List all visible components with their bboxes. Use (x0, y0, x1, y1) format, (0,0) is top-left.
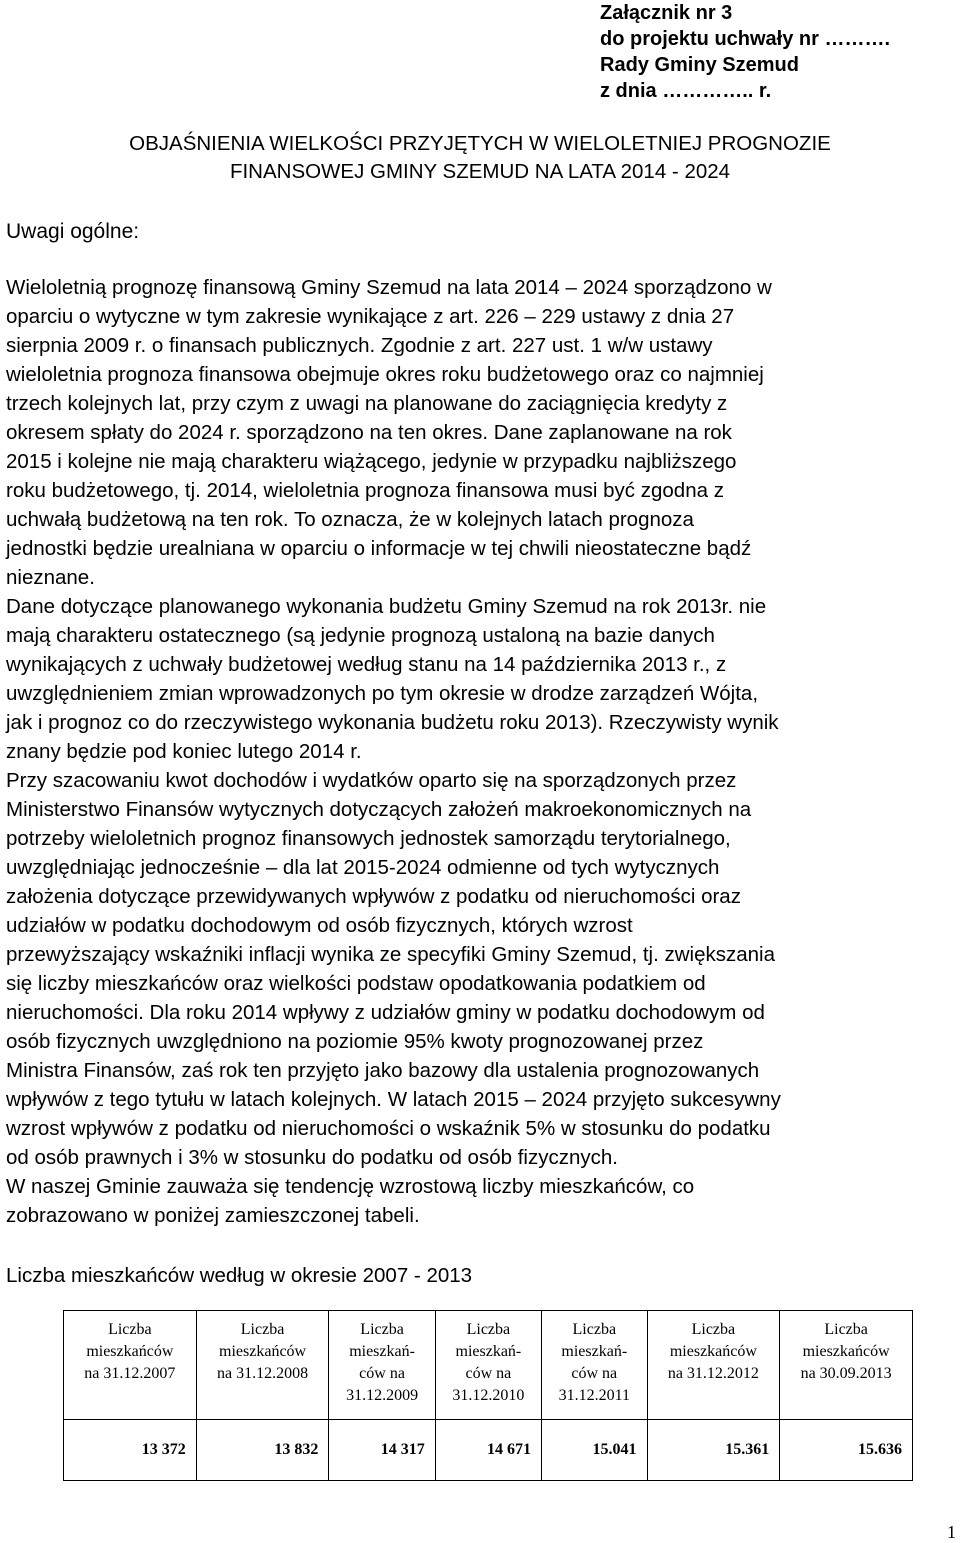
header-cell-line: 31.12.2009 (346, 1387, 419, 1404)
header-cell-line: mieszkańców (669, 1343, 757, 1360)
section-heading: Uwagi ogólne: (6, 220, 140, 243)
table-values-row (64, 1420, 913, 1481)
table-header-cell (196, 1311, 329, 1420)
body-line: nieruchomości. Dla roku 2014 wpływy z udziałów gminy w podatku dochodowym od (6, 1001, 765, 1024)
body-line: wpływów z tego tytułu w latach kolejnych. W latach 2015 – 2024 przyjęto sukcesywny (6, 1088, 781, 1111)
body-line: jak i prognoz co do rzeczywistego wykonania budżetu roku 2013). Rzeczywisty wynik (6, 711, 779, 734)
header-cell-line: ców na (359, 1365, 405, 1382)
table-header-cell (435, 1311, 541, 1420)
attachment-line: Załącznik nr 3 (600, 2, 733, 24)
header-cell-line: Liczba (360, 1321, 404, 1338)
body-line: się liczby mieszkańców oraz wielkości podstaw opodatkowania podatkiem od (6, 972, 706, 995)
body-line: jednostki będzie urealniana w oparciu o informacje w tej chwili nieostateczne bądź (6, 537, 752, 560)
body-text (6, 273, 960, 1230)
table-value-cell: 14 671 (435, 1420, 541, 1481)
body-line: od osób prawnych i 3% w stosunku do podatku od osób fizycznych. (6, 1146, 618, 1169)
table-value-cell: 13 372 (64, 1420, 197, 1481)
table-value-cell: 15.041 (542, 1420, 648, 1481)
body-line: Przy szacowaniu kwot dochodów i wydatków oparto się na sporządzonych przez (6, 769, 737, 792)
body-line: przewyższający wskaźniki inflacji wynika ze specyfiki Gminy Szemud, tj. zwiększania (6, 943, 775, 966)
header-cell-line: Liczba (824, 1321, 868, 1338)
header-cell-line: mieszkań- (349, 1343, 415, 1360)
body-line: uwzględniając jednocześnie – dla lat 2015-2024 odmienne od tych wytycznych (6, 856, 720, 879)
header-cell-line: mieszkańców (86, 1343, 174, 1360)
body-line: wynikających z uchwały budżetowej według stanu na 14 października 2013 r., z (6, 653, 727, 676)
header-cell-line: na 31.12.2008 (217, 1365, 309, 1382)
header-cell-line: na 30.09.2013 (800, 1365, 892, 1382)
document-title (0, 130, 960, 186)
body-line: Dane dotyczące planowanego wykonania budżetu Gminy Szemud na rok 2013r. nie (6, 595, 767, 618)
body-line: wieloletnia prognoza finansowa obejmuje okres roku budżetowego oraz co najmniej (6, 363, 764, 386)
header-cell-line: Liczba (572, 1321, 617, 1338)
header-cell-line: ców na (571, 1365, 618, 1382)
table-header-cell (542, 1311, 648, 1420)
header-cell-line: na 31.12.2007 (84, 1365, 176, 1382)
header-cell-line: mieszkań- (561, 1343, 628, 1360)
body-line: okresem spłaty do 2024 r. sporządzono na ten okres. Dane zaplanowane na rok (6, 421, 732, 444)
body-line: sierpnia 2009 r. o finansach publicznych. Zgodnie z art. 227 ust. 1 w/w ustawy (6, 334, 713, 357)
table-header-cell (780, 1311, 913, 1420)
body-line: uchwałą budżetową na ten rok. To oznacza, że w kolejnych latach prognoza (6, 508, 694, 531)
body-line: nieznane. (6, 566, 95, 589)
header-cell-line: 31.12.2010 (452, 1387, 525, 1404)
table-header-cell (647, 1311, 780, 1420)
attachment-header (600, 0, 890, 104)
table-value-cell: 14 317 (329, 1420, 435, 1481)
header-cell-line: ców na (465, 1365, 512, 1382)
header-cell-line: mieszkańców (802, 1343, 890, 1360)
table-caption: Liczba mieszkańców według w okresie 2007 - 2013 (6, 1264, 473, 1287)
body-line: oparciu o wytyczne w tym zakresie wynikające z art. 226 – 229 ustawy z dnia 27 (6, 305, 735, 328)
body-line: 2015 i kolejne nie mają charakteru wiążącego, jedynie w przypadku najbliższego (6, 450, 737, 473)
title-line: FINANSOWEJ GMINY SZEMUD NA LATA 2014 - 2024 (229, 160, 731, 183)
body-line: uwzględnieniem zmian wprowadzonych po tym okresie w drodze zarządzeń Wójta, (6, 682, 759, 705)
title-line: OBJAŚNIENIA WIELKOŚCI PRZYJĘTYCH W WIELOLETNIEJ PROGNOZIE (129, 132, 831, 155)
table-value-cell: 15.636 (780, 1420, 913, 1481)
attachment-line: z dnia ………….. r. (600, 80, 772, 102)
page-number: 1 (947, 1522, 956, 1542)
table-header-cell (329, 1311, 435, 1420)
table-value-cell: 15.361 (647, 1420, 780, 1481)
body-line: Ministerstwo Finansów wytycznych dotyczących założeń makroekonomicznych na (6, 798, 752, 821)
header-cell-line: mieszkańców (219, 1343, 307, 1360)
header-cell-line: Liczba (240, 1321, 285, 1338)
population-table (63, 1310, 913, 1481)
body-line: trzech kolejnych lat, przy czym z uwagi na planowane do zaciągnięcia kredyty z (6, 392, 728, 415)
body-line: udziałów w podatku dochodowym od osób fizycznych, których wzrost (6, 914, 633, 937)
body-line: roku budżetowego, tj. 2014, wieloletnia prognoza finansowa musi być zgodna z (6, 479, 724, 502)
attachment-line: do projektu uchwały nr ………. (600, 28, 891, 50)
body-line: potrzeby wieloletnich prognoz finansowych jednostek samorządu terytorialnego, (6, 827, 731, 850)
header-cell-line: na 31.12.2012 (667, 1365, 759, 1382)
table-header-cell (64, 1311, 197, 1420)
body-line: Wieloletnią prognozę finansową Gminy Szemud na lata 2014 – 2024 sporządzono w (6, 276, 772, 299)
header-cell-line: Liczba (691, 1321, 736, 1338)
body-line: mają charakteru ostatecznego (są jedynie prognozą ustaloną na bazie danych (6, 624, 715, 647)
header-cell-line: mieszkań- (455, 1343, 522, 1360)
body-line: wzrost wpływów z podatku od nieruchomości o wskaźnik 5% w stosunku do podatku (6, 1117, 771, 1140)
body-line: znany będzie pod koniec lutego 2014 r. (6, 740, 362, 763)
attachment-line: Rady Gminy Szemud (600, 54, 799, 76)
header-cell-line: Liczba (108, 1321, 152, 1338)
body-line: Ministra Finansów, zaś rok ten przyjęto jako bazowy dla ustalenia prognozowanych (6, 1059, 760, 1082)
table-header-row (64, 1311, 913, 1420)
body-line: założenia dotyczące przewidywanych wpływów z podatku od nieruchomości oraz (6, 885, 741, 908)
body-line: W naszej Gminie zauważa się tendencję wzrostową liczby mieszkańców, co (6, 1175, 695, 1198)
body-line: osób fizycznych uwzględniono na poziomie 95% kwoty prognozowanej przez (6, 1030, 704, 1053)
table-value-cell: 13 832 (196, 1420, 329, 1481)
header-cell-line: 31.12.2011 (558, 1387, 630, 1404)
header-cell-line: Liczba (466, 1321, 511, 1338)
body-line: zobrazowano w poniżej zamieszczonej tabeli. (6, 1204, 420, 1227)
